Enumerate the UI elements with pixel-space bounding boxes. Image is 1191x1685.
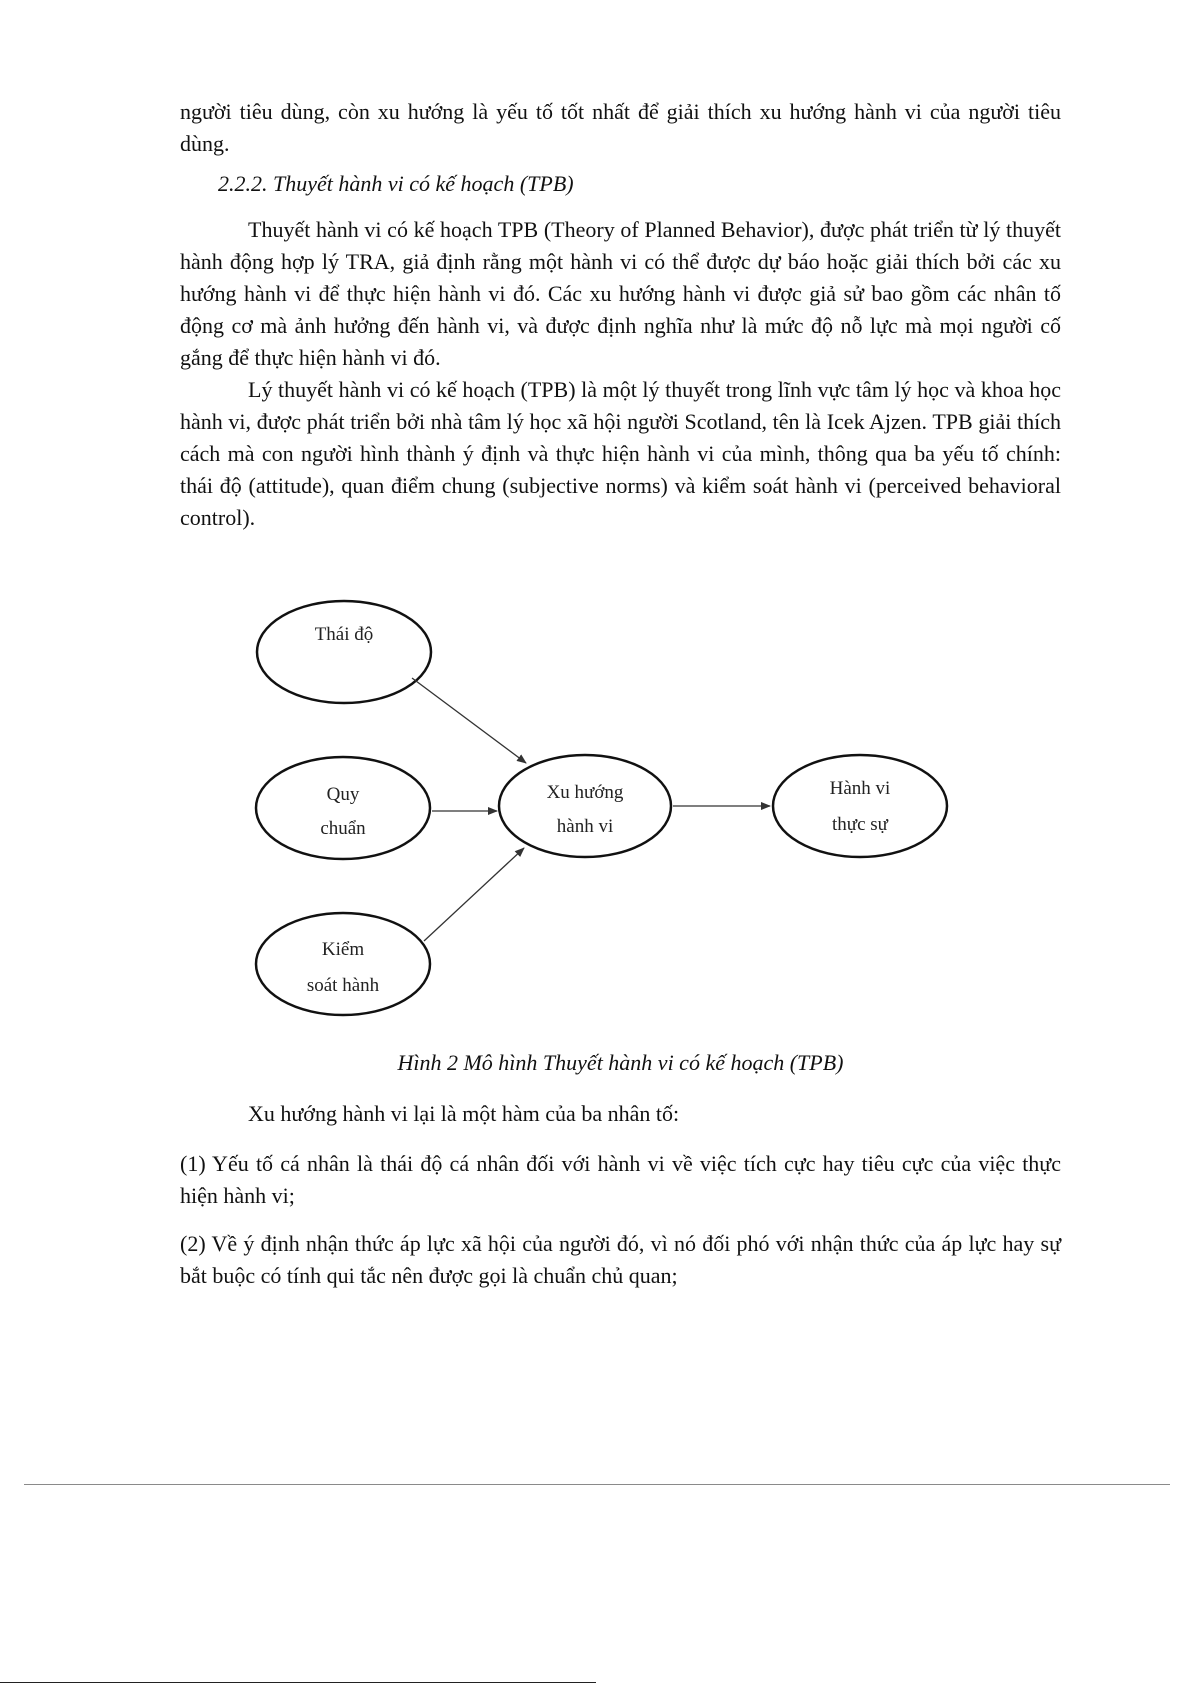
paragraph-tpb-ajzen: Lý thuyết hành vi có kế hoạch (TPB) là một lý thuyết trong lĩnh vực tâm lý học và khoa học hành vi, được phát triển bởi nhà tâm lý học xã hội người Scotland, tên là Icek Ajzen. TPB giải thích cách mà con người hình thành ý định và thực hiện hành vi của mình, thông qua ba yếu tố chính: thái độ (attitude), quan điểm chung (subjective norms) và kiểm soát hành vi (perceived behavioral control). [180,377,1061,530]
node-attitude-label-1: Thái độ [314,624,374,645]
paragraph-three-factors: Xu hướng hành vi lại là một hàm của ba nhân tố: [248,1101,680,1126]
node-attitude [257,601,431,703]
node-norms-label-1: Quy [326,784,360,805]
node-behavior [773,755,947,857]
paragraph-factor-1: (1) Yếu tố cá nhân là thái độ cá nhân đối với hành vi về việc tích cực hay tiêu cực của việc thực hiện hành vi; [180,1151,1061,1208]
node-norms-ellipse [256,757,430,859]
node-norms-label-2: chuẩn [320,818,366,839]
arrow-attitude-to-intention [412,678,526,763]
node-control-ellipse [256,913,430,1015]
node-behavior-ellipse [773,755,947,857]
arrow-control-to-intention [424,848,524,941]
figure-caption: Hình 2 Mô hình Thuyết hành vi có kế hoạch (TPB) [397,1050,844,1075]
paragraph-intro-continuation: người tiêu dùng, còn xu hướng là yếu tố tốt nhất để giải thích xu hướng hành vi của người tiêu dùng. [180,99,1061,156]
node-behavior-label-1: Hành vi [829,778,891,799]
paragraph-tpb-definition: Thuyết hành vi có kế hoạch TPB (Theory of Planned Behavior), được phát triển từ lý thuyết hành động hợp lý TRA, giả định rằng một hành vi có thể được dự báo hoặc giải thích bởi các xu hướng hành vi để thực hiện hành vi đó. Các xu hướng hành vi được giả sử bao gồm các nhân tố động cơ mà ảnh hưởng đến hành vi, và được định nghĩa như là mức độ nỗ lực mà mọi người cố gắng để thực hiện hành vi đó. [180,217,1061,370]
node-intention-ellipse [499,755,671,857]
footnote-separator [0,1682,596,1683]
page-separator [24,1484,1170,1485]
node-behavior-label-2: thực sự [832,814,888,835]
tpb-diagram [240,598,960,1028]
node-attitude-ellipse [257,601,431,703]
node-intention-label-1: Xu hướng [546,782,624,803]
node-control [256,913,430,1015]
node-intention-label-2: hành vi [556,816,614,837]
node-control-label-1: Kiểm [321,939,365,960]
node-control-label-2: soát hành [306,975,380,996]
node-intention [499,755,671,857]
node-norms [256,757,430,859]
section-heading: 2.2.2. Thuyết hành vi có kế hoạch (TPB) [218,171,574,196]
paragraph-factor-2: (2) Về ý định nhận thức áp lực xã hội của người đó, vì nó đối phó với nhận thức của áp lực hay sự bắt buộc có tính qui tắc nên được gọi là chuẩn chủ quan; [180,1231,1061,1288]
